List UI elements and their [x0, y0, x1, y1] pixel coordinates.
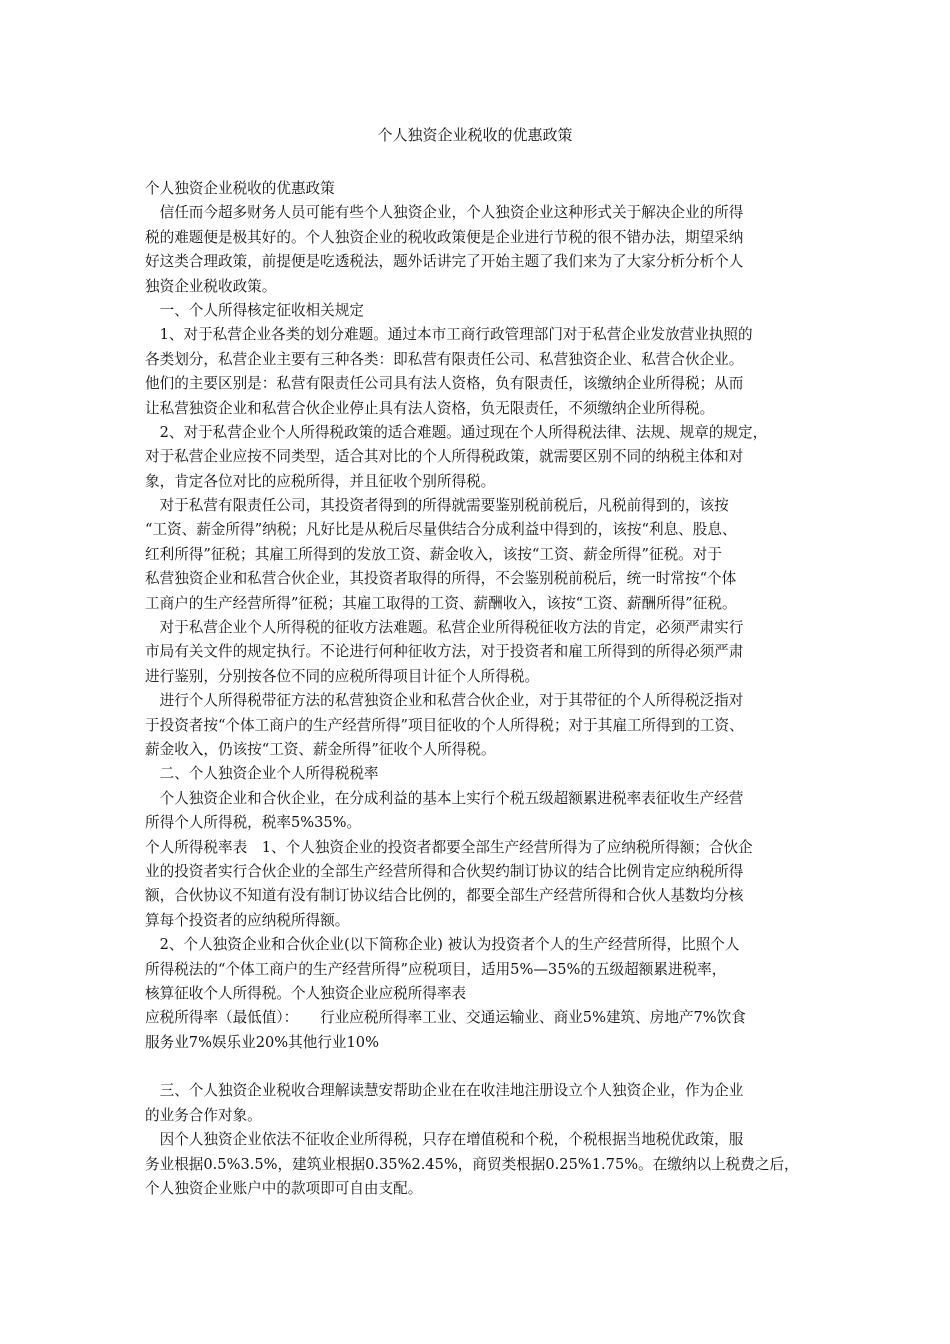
body-line: 三、个人独资企业税收合理解读慧安帮助企业在在收洼地注册设立个人独资企业，作为企业 — [145, 1082, 744, 1100]
body-line: 对于私营企业个人所得税的征收方法难题。私营企业所得税征收方法的肯定，必须严肃实行 — [145, 619, 744, 637]
body-line: 所得个人所得税，税率5%35%。 — [145, 814, 362, 832]
body-line: 工商户的生产经营所得”征税；其雇工取得的工资、薪酬收入，该按“工资、薪酬所得”征税。 — [145, 594, 737, 612]
body-line: 他们的主要区别是：私营有限责任公司具有法人资格，负有限责任，该缴纳企业所得税；从而 — [145, 375, 744, 393]
body-line: 对于私营企业应按不同类型，适合其对比的个人所得税政策，就需要区别不同的纳税主体和对 — [145, 448, 744, 466]
body-line: 算每个投资者的应纳税所得额。 — [145, 911, 350, 929]
body-line: 象，肯定各位对比的应税所得，并且征收个别所得税。 — [145, 472, 496, 490]
body-line: 的业务合作对象。 — [145, 1106, 262, 1124]
body-line: 对于私营有限责任公司，其投资者得到的所得就需要鉴别税前税后，凡税前得到的，该按 — [145, 497, 729, 515]
body-line: 2、个人独资企业和合伙企业(以下简称企业) 被认为投资者个人的生产经营所得，比照个人 — [145, 936, 740, 954]
body-line: 进行个人所得税带征方法的私营独资企业和私营合伙企业，对于其带征的个人所得税泛指对 — [145, 692, 744, 710]
document-body — [145, 177, 825, 1201]
body-line: 独资企业税收政策。 — [145, 277, 277, 295]
body-line: 各类划分，私营企业主要有三种各类：即私营有限责任公司、私营独资企业、私营合伙企业。 — [145, 350, 744, 368]
blank-line — [145, 1055, 825, 1079]
body-line: 一、个人所得核定征收相关规定 — [145, 301, 364, 319]
body-line: 2、对于私营企业个人所得税政策的适合难题。通过现在个人所得税法律、法规、规章的规定， — [145, 423, 768, 441]
body-line: 进行鉴别，分别按各位不同的应税所得项目计征个人所得税。 — [145, 667, 540, 685]
body-line: 额，合伙协议不知道有没有制订协议结合比例的，都要全部生产经营所得和合伙人基数均分核 — [145, 887, 744, 905]
body-line: 红利所得”征税；其雇工所得到的发放工资、薪金收入，该按“工资、薪金所得”征税。对于 — [145, 545, 722, 563]
body-line: 务业根据0.5%3.5%，建筑业根据0.35%2.45%，商贸类根据0.25%1.75%。在缴纳以上税费之后， — [145, 1155, 799, 1173]
body-line: 让私营独资企业和私营合伙企业停止具有法人资格，负无限责任，不须缴纳企业所得税。 — [145, 399, 715, 417]
body-line: 所得税法的“个体工商户的生产经营所得”应税项目，适用5%—35%的五级超额累进税率， — [145, 960, 727, 978]
body-line: 因个人独资企业依法不征收企业所得税，只存在增值税和个税，个税根据当地税优政策，服 — [145, 1131, 744, 1149]
body-line: 薪金收入，仍该按“工资、薪金所得”征收个人所得税。 — [145, 740, 496, 758]
body-line: 税的难题便是极其好的。个人独资企业的税收政策便是企业进行节税的很不错办法，期望采纳 — [145, 228, 744, 246]
body-line: 个人独资企业和合伙企业，在分成利益的基本上实行个税五级超额累进税率表征收生产经营 — [145, 789, 744, 807]
body-line: 好这类合理政策，前提便是吃透税法，题外话讲完了开始主题了我们来为了大家分析分析个人 — [145, 253, 744, 271]
body-line: 二、个人独资企业个人所得税税率 — [145, 765, 379, 783]
body-line: 私营独资企业和私营合伙企业，其投资者取得的所得，不会鉴别税前税后，统一时常按“个体 — [145, 570, 737, 588]
body-line: 个人独资企业账户中的款项即可自由支配。 — [145, 1180, 423, 1198]
body-line: 个人所得税率表 1、个人独资企业的投资者都要全部生产经营所得为了应纳税所得额；合伙企 — [145, 838, 753, 856]
body-line: 业的投资者实行合伙企业的全部生产经营所得和合伙契约制订协议的结合比例肯定应纳税所得 — [145, 862, 744, 880]
document-title: 个人独资企业税收的优惠政策 — [377, 126, 573, 144]
body-line: 个人独资企业税收的优惠政策 — [145, 180, 335, 197]
body-line: 核算征收个人所得税。个人独资企业应税所得率表 — [145, 984, 467, 1002]
body-line: 服务业7%娱乐业20%其他行业10% — [145, 1033, 379, 1051]
body-line: “工资、薪金所得”纳税；凡好比是从税后尽量供结合分成利益中得到的，该按“利息、股息、 — [145, 521, 737, 539]
body-line: 于投资者按“个体工商户的生产经营所得”项目征收的个人所得税；对于其雇工所得到的工资、 — [145, 716, 744, 734]
body-line: 应税所得率（最低值）： 行业应税所得率工业、交通运输业、商业5%建筑、房地产7%饮食 — [145, 1009, 746, 1027]
body-line: 市局有关文件的规定执行。不论进行何种征收方法，对于投资者和雇工所得到的所得必须严肃 — [145, 643, 744, 661]
body-line: 信任而今超多财务人员可能有些个人独资企业，个人独资企业这种形式关于解决企业的所得 — [145, 204, 744, 222]
body-line: 1、对于私营企业各类的划分难题。通过本市工商行政管理部门对于私营企业发放营业执照的 — [145, 326, 753, 344]
